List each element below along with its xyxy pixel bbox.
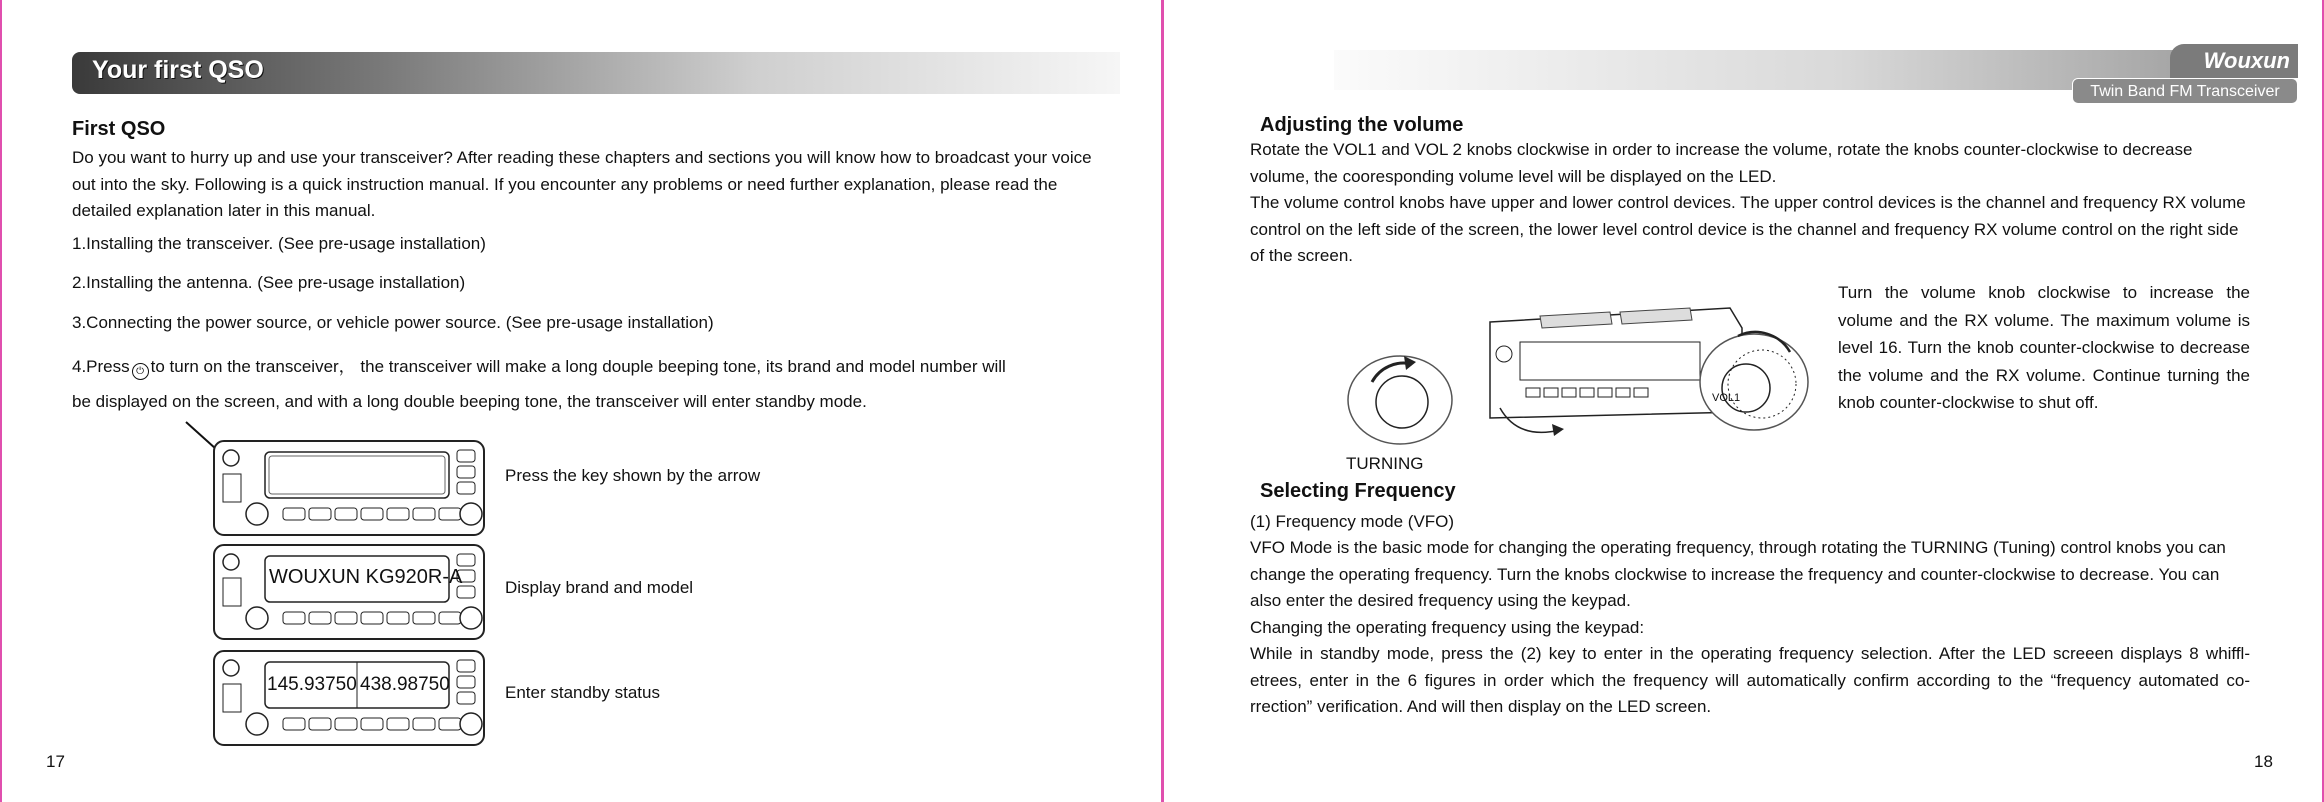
radio-figure-power [213,440,485,536]
brand-logo: Wouxun [2170,44,2298,78]
section-title: First QSO [72,118,166,140]
display-freq-b: 438.98750 [360,674,450,695]
volume-knob-figure [1342,290,1832,460]
figure-2-caption: Display brand and model [505,578,694,597]
volume-paragraph-1: Rotate the VOL1 and VOL 2 knobs clockwise in order to increase the volume, rotate the knobs counter-clockwise to decrease volume, the cooresponding volume level will be displayed on the LED. [1250,140,2193,186]
step-4-text: to turn on the transceiver， the transceiver will make a long douple beeping tone, its brand and model number will [150,357,1006,376]
knob-label: VOL1 [1712,392,1741,404]
frequency-mode: (1) Frequency mode (VFO) [1250,512,1455,531]
step-4-continued: be displayed on the screen, and with a long double beeping tone, the transceiver will enter standby mode. [72,392,867,411]
step-4-prefix: 4.Press [72,357,130,376]
frequency-title: Selecting Frequency [1260,480,1456,502]
radio-body-standby [213,650,485,746]
brand-tagline: Twin Band FM Transceiver [2072,78,2298,104]
page-17 [0,0,1161,802]
volume-title: Adjusting the volume [1260,114,1464,136]
figure-1-caption: Press the key shown by the arrow [505,466,761,485]
turning-label: TURNING [1346,454,1424,473]
page-number-right: 18 [2254,752,2273,771]
radio-body-brand [213,544,485,640]
volume-side-text: Turn the volume knob clockwise to increase the volume and the RX volume. The maximum volume is level 16. Turn the knob counter-clockwise to decrease the volume and the RX volume. Continue turning the knob counter-clockwise to shut off. [1838,283,2250,412]
keypad-paragraph: While in standby mode, press the (2) key to enter in the operating frequency selection. After the LED screeen displays 8 whiffl-etrees, enter in the 6 figures in order which the frequency will automatically confirm according to the “frequency automated co-rrection” verification. And will then display on the LED screen. [1250,644,2250,716]
figure-3-caption: Enter standby status [505,683,660,702]
step-3: 3.Connecting the power source, or vehicle power source. (See pre-usage installation) [72,313,714,332]
page-number-left: 17 [46,752,65,771]
volume-paragraph-2: The volume control knobs have upper and lower control devices. The upper control devices is the channel and frequency RX volume control on the left side of the screen, the lower level control device is the channel and frequency RX volume control on the right side of the screen. [1250,193,2246,265]
display-freq-a: 145.93750 [267,674,357,695]
banner-title: Your first QSO [92,56,264,84]
intro-paragraph: Do you want to hurry up and use your transceiver? After reading these chapters and sections you will know how to broadcast your voice out into the sky. Following is a quick instruction manual. If you encounter any problems or need further explanation, please read the detailed explanation later in this manual. [72,148,1092,220]
radio-figure-standby [213,650,485,746]
brand-header [2090,44,2298,104]
step-2: 2.Installing the antenna. (See pre-usage installation) [72,273,466,292]
page-18 [1164,0,2324,802]
power-key-icon: ⏻ [132,363,149,380]
section-banner [72,52,1120,94]
step-1: 1.Installing the transceiver. (See pre-usage installation) [72,234,486,253]
vfo-paragraph: VFO Mode is the basic mode for changing the operating frequency, through rotating the TURNING (Tuning) control knobs you can change the operating frequency. Turn the knobs clockwise to increase the frequency and counter-clockwise to decrease. You can also enter the desired frequency using the keypad. [1250,538,2226,610]
radio-figure-brand [213,544,485,640]
keypad-heading: Changing the operating frequency using the keypad: [1250,618,1645,637]
step-4 [72,352,1006,380]
display-brand-model: WOUXUN KG920R-A [269,566,463,588]
